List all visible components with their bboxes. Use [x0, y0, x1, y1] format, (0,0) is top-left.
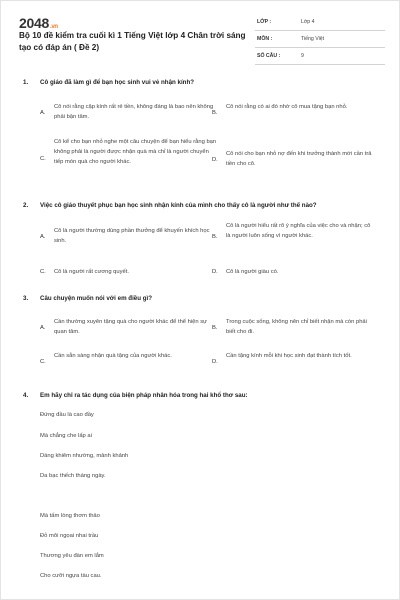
option-text: Cô nói cho bạn nhỏ nợ đến khi trưởng thành mới cần trả tiền cho cô.	[226, 151, 372, 167]
question-header	[19, 392, 383, 404]
meta-row-subject	[255, 31, 385, 48]
meta-key: SỐ CÂU :	[257, 53, 281, 59]
option-letter: B.	[212, 110, 218, 116]
meta-row-count	[255, 48, 385, 65]
poem-line: Dáng khiêm nhường, mảnh khảnh	[40, 453, 129, 459]
meta-key: LỚP :	[257, 19, 272, 25]
option-letter: A.	[40, 325, 46, 331]
option-text: Cần sẵn sàng nhận quà tặng của người khác.	[54, 353, 172, 359]
question-4	[19, 392, 383, 592]
option-letter: D.	[212, 157, 218, 163]
logo-suffix: .vn	[49, 24, 58, 30]
meta-value: 9	[301, 53, 304, 59]
option-letter: D.	[212, 269, 218, 275]
option-letter: C.	[40, 156, 46, 162]
poem-line: Da bạc thếch tháng ngày.	[40, 473, 106, 479]
question-header	[19, 295, 383, 307]
poem-line: Mà chẳng che lấp ai	[40, 433, 92, 439]
poem-line: Đứng đầu là cao đầy	[40, 412, 94, 418]
question-text: Em hãy chỉ ra tác dụng của biện pháp nhân hóa trong hai khổ thơ sau:	[40, 392, 248, 399]
option-text: Cô là người rất cương quyết.	[54, 269, 129, 275]
question-text: Cô giáo đã làm gì để bạn học sinh vui vẻ nhận kính?	[40, 79, 195, 86]
question-number: 2.	[23, 202, 29, 209]
poem-line: Đỏ môi ngọai nhai trầu	[40, 533, 99, 539]
meta-value: Lớp 4	[301, 19, 315, 25]
option-text: Cô là người thường dùng phần thưởng để khuyến khích học sinh.	[54, 228, 210, 244]
meta-row-class	[255, 14, 385, 31]
question-number: 4.	[23, 392, 29, 399]
option-text: Cần thường xuyên tặng quà cho người khác để thể hiện sự quan tâm.	[54, 319, 207, 335]
option-letter: B.	[212, 234, 218, 240]
option-text: Trong cuộc sống, không nên chỉ biết nhận mà còn phải biết cho đi.	[226, 319, 367, 335]
meta-key: MÔN :	[257, 36, 273, 42]
document-title: Bộ 10 đề kiểm tra cuối kì 1 Tiếng Việt lớp 4 Chân trời sáng tạo có đáp án ( Đề 2)	[19, 31, 246, 52]
option-letter: D.	[212, 359, 218, 365]
question-text: Việc cô giáo thuyết phục bạn học sinh nhận kính của mình cho thấy cô là người như thế nào?	[40, 202, 317, 209]
option-text: Cần tặng kính mỗi khi học sinh đạt thành tích tốt.	[226, 353, 352, 359]
question-number: 1.	[23, 79, 29, 86]
option-letter: A.	[40, 234, 46, 240]
option-letter: C.	[40, 269, 46, 275]
option-text: Cô nói rằng cặp kính rất rẻ tiền, không đáng là bao nên không phải bận tâm.	[54, 104, 214, 120]
document-header	[19, 13, 383, 61]
question-2	[19, 202, 383, 282]
poem-line: Mà tấm lòng thơm thảo	[40, 513, 100, 519]
option-text: Cô là người hiểu rất rõ ý nghĩa của việc cho và nhận; cô là người luôn sống vì người khác.	[226, 223, 371, 239]
logo-main: 2048	[19, 15, 49, 31]
option-text: Cô nói rằng có ai đó nhờ cô mua tặng bạn nhỏ.	[226, 104, 348, 110]
site-logo[interactable]	[19, 15, 58, 31]
question-number: 3.	[23, 295, 29, 302]
question-3	[19, 295, 383, 385]
question-header	[19, 202, 383, 214]
question-1	[19, 79, 383, 194]
meta-value: Tiếng Việt	[301, 36, 325, 42]
question-header	[19, 79, 383, 91]
option-text: Cô kể cho bạn nhỏ nghe một câu chuyện để bạn hiểu rằng bạn không phải là người được nhận quà mà chỉ là người chuyển tiếp món quà cho người khác.	[54, 139, 217, 165]
option-letter: C.	[40, 359, 46, 365]
option-text: Cô là người giàu có.	[226, 269, 279, 275]
meta-table	[255, 14, 385, 65]
poem-line: Cho cưỡi ngựa tàu cau.	[40, 573, 102, 579]
question-text: Câu chuyện muốn nói với em điều gì?	[40, 295, 153, 302]
option-letter: A.	[40, 110, 46, 116]
option-letter: B.	[212, 325, 218, 331]
poem-line: Thương yêu đàn em lắm	[40, 553, 104, 559]
